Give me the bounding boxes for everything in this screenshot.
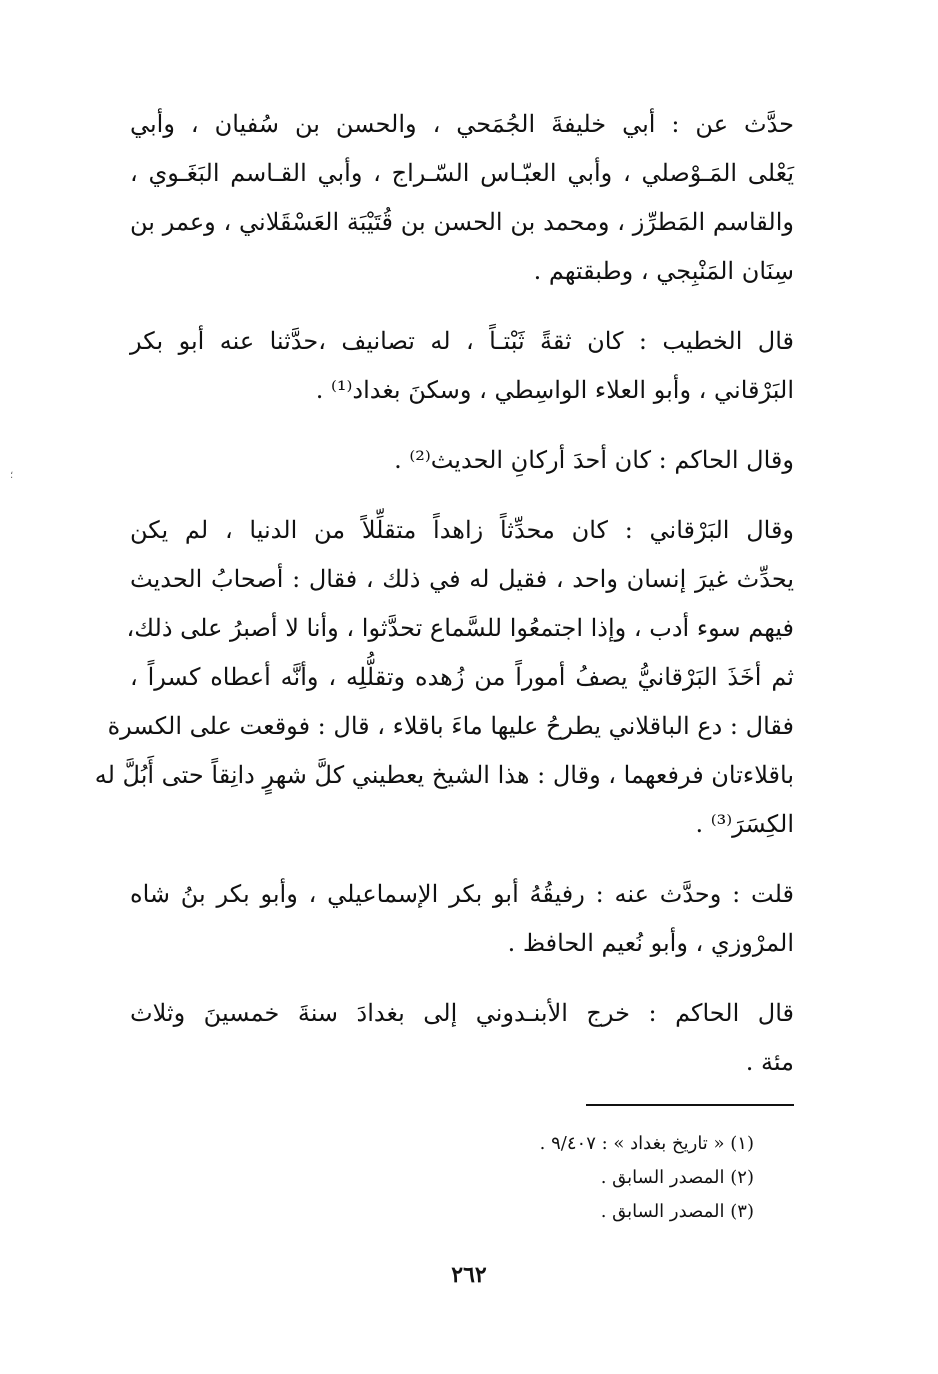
page-body: [94, 100, 794, 1108]
text-line: مئة .: [745, 1048, 794, 1076]
footnote-1: (١) « تاريخ بغداد » : ٩/٤٠٧ .: [539, 1133, 754, 1154]
footnote-divider: [586, 1104, 794, 1106]
text-line: الكِسَرَ⁽³⁾ .: [695, 810, 794, 838]
text-line: المرْوزي ، وأبو نُعيم الحافظ .: [507, 929, 794, 957]
footnote-2: (٢) المصدر السابق .: [600, 1167, 754, 1188]
text-line: ثم أخَذَ البَرْقانيُّ يصفُ أموراً من زُهده وتقلُّلِه ، وأنَّه أعطاه كسراً ،: [130, 663, 794, 691]
paragraph-khatib: [130, 317, 794, 415]
paragraph-narrators: [130, 100, 794, 296]
margin-mark: ؛: [10, 470, 14, 481]
text-line: قال الحاكم : خرج الأبنـدوني إلى بغدادَ سنةَ خمسينَ وثلاث: [130, 999, 794, 1027]
page-number: ٢٦٢: [451, 1262, 487, 1288]
text-line: يحدِّث غيرَ إنسان واحد ، فقيل له في ذلك ، فقال : أصحابُ الحديث: [130, 565, 794, 593]
text-line: باقلاءتان فرفعهما ، وقال : هذا الشيخ يعطيني كلَّ شهرٍ دانِقاً حتى أَبُلَّ له: [94, 761, 794, 789]
footnote-3: (٣) المصدر السابق .: [600, 1201, 754, 1222]
paragraph-qultu: [130, 870, 794, 968]
paragraph-hakim: [130, 436, 794, 485]
footnotes: [130, 1127, 794, 1229]
paragraph-barqani: [94, 506, 794, 849]
text-line: البَرْقاني ، وأبو العلاء الواسِطي ، وسكنَ بغداد⁽¹⁾ .: [315, 376, 794, 404]
text-line: قلت : وحدَّث عنه : رفيقُهُ أبو بكر الإسماعيلي ، وأبو بكر بنُ شاه: [130, 880, 794, 908]
text-line: يَعْلى المَـوْصلي ، وأبي العبّـاس السّـراج ، وأبي القـاسم البَغَـوي ،: [130, 159, 794, 187]
paragraph-hakim-2: [130, 989, 794, 1087]
text-line: حدَّث عن : أبي خليفةَ الجُمَحي ، والحسن بن سُفيان ، وأبي: [130, 110, 794, 138]
text-line: فقال : دع الباقلاني يطرحُ عليها ماءَ باقلاء ، قال : فوقعت على الكسرة: [107, 712, 794, 740]
text-line: والقاسم المَطرِّز ، ومحمد بن الحسن بن قُتَيْبَة العَسْقَلاني ، وعمر بن: [130, 208, 794, 236]
text-line: وقال الحاكم : كان أحدَ أركانِ الحديث⁽²⁾ .: [394, 446, 794, 474]
text-line: قال الخطيب : كان ثقةً ثَبْتـاً ، له تصانيف ،حدَّثنا عنه أبو بكر: [130, 327, 794, 355]
text-line: وقال البَرْقاني : كان محدِّثاً زاهداً متقلِّلاً من الدنيا ، لم يكن: [130, 516, 794, 544]
text-line: فيهم سوء أدب ، وإذا اجتمعُوا للسَّماع تحدَّثوا ، وأنا لا أصبرُ على ذلك،: [126, 614, 794, 642]
text-line: سِنَان المَنْبِجي ، وطبقتهم .: [533, 257, 794, 285]
